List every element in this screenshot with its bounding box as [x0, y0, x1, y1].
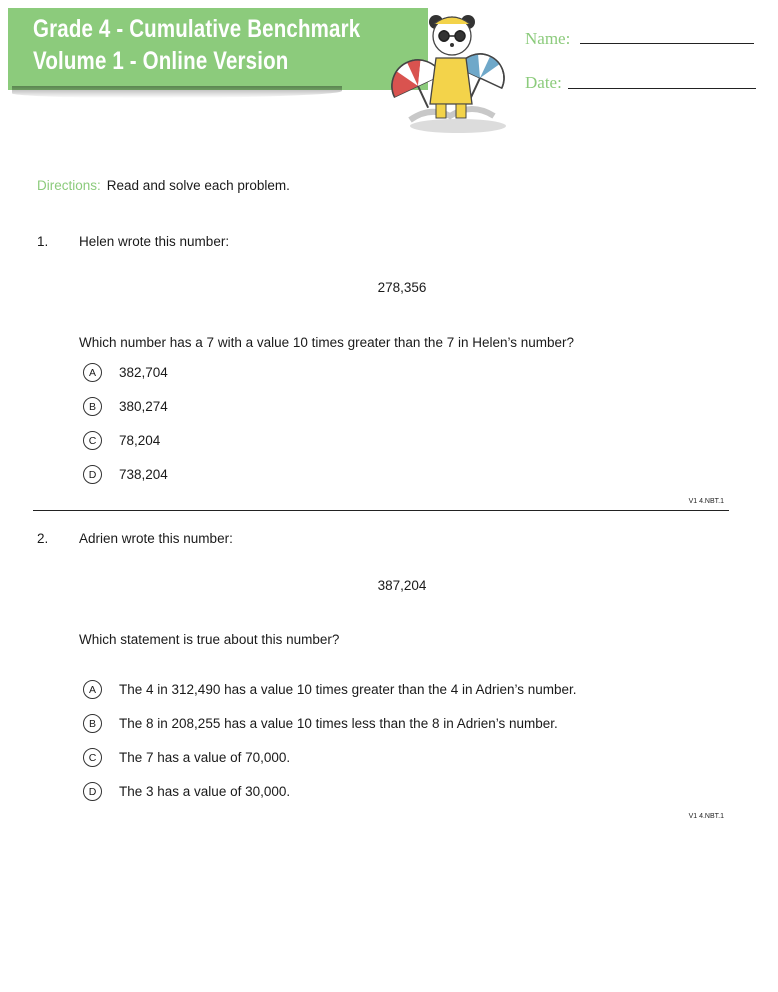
answer-bubble[interactable]: B — [83, 397, 102, 416]
option-text: 380,274 — [119, 399, 168, 414]
question-1-option-c[interactable] — [83, 431, 160, 450]
banner-title-line2: Volume 1 - Online Version — [33, 47, 289, 75]
answer-bubble[interactable]: A — [83, 680, 102, 699]
question-2-intro: Adrien wrote this number: — [79, 531, 233, 546]
directions-text: Read and solve each problem. — [106, 178, 290, 193]
question-1-given-number: 278,356 — [377, 280, 427, 295]
question-1-intro: Helen wrote this number: — [79, 234, 230, 249]
answer-bubble[interactable]: C — [83, 431, 102, 450]
option-text: The 4 in 312,490 has a value 10 times greater than the 4 in Adrien’s number. — [119, 682, 577, 697]
option-text: 382,704 — [119, 365, 168, 380]
answer-bubble[interactable]: B — [83, 714, 102, 733]
question-2-option-d[interactable] — [83, 782, 290, 801]
answer-bubble[interactable]: A — [83, 363, 102, 382]
question-1-option-a[interactable] — [83, 363, 168, 382]
option-text: The 7 has a value of 70,000. — [119, 750, 291, 765]
option-text: 738,204 — [119, 467, 168, 482]
banner-title-line1: Grade 4 - Cumulative Benchmark — [33, 15, 361, 43]
question-1-option-b[interactable] — [83, 397, 168, 416]
question-2-number: 2. — [37, 531, 49, 546]
question-1-prompt: Which number has a 7 with a value 10 times greater than the 7 in Helen’s number? — [79, 335, 575, 350]
directions — [37, 178, 290, 193]
option-text: The 8 in 208,255 has a value 10 times less than the 8 in Adrien’s number. — [119, 716, 558, 731]
option-text: The 3 has a value of 30,000. — [119, 784, 291, 799]
name-field[interactable] — [580, 43, 754, 44]
question-2-standard-code: V1 4.NBT.1 — [688, 813, 724, 820]
date-field[interactable] — [568, 88, 756, 89]
option-text: 78,204 — [119, 433, 161, 448]
question-2-option-c[interactable] — [83, 748, 290, 767]
question-2-option-b[interactable] — [83, 714, 558, 733]
question-1-standard-code: V1 4.NBT.1 — [688, 498, 724, 505]
banner-shadow — [12, 86, 342, 98]
question-2-given-number: 387,204 — [377, 578, 427, 593]
question-2-prompt: Which statement is true about this number? — [79, 632, 340, 647]
name-label: Name: — [525, 29, 571, 48]
question-2-option-a[interactable] — [83, 680, 577, 699]
date-label: Date: — [525, 73, 562, 92]
answer-bubble[interactable]: D — [83, 782, 102, 801]
question-1-option-d[interactable] — [83, 465, 168, 484]
answer-bubble[interactable]: C — [83, 748, 102, 767]
answer-bubble[interactable]: D — [83, 465, 102, 484]
panda-umbrella-mascot-icon — [388, 8, 518, 134]
directions-label: Directions: — [37, 178, 101, 193]
question-divider — [33, 510, 729, 511]
question-1-number: 1. — [37, 234, 49, 249]
